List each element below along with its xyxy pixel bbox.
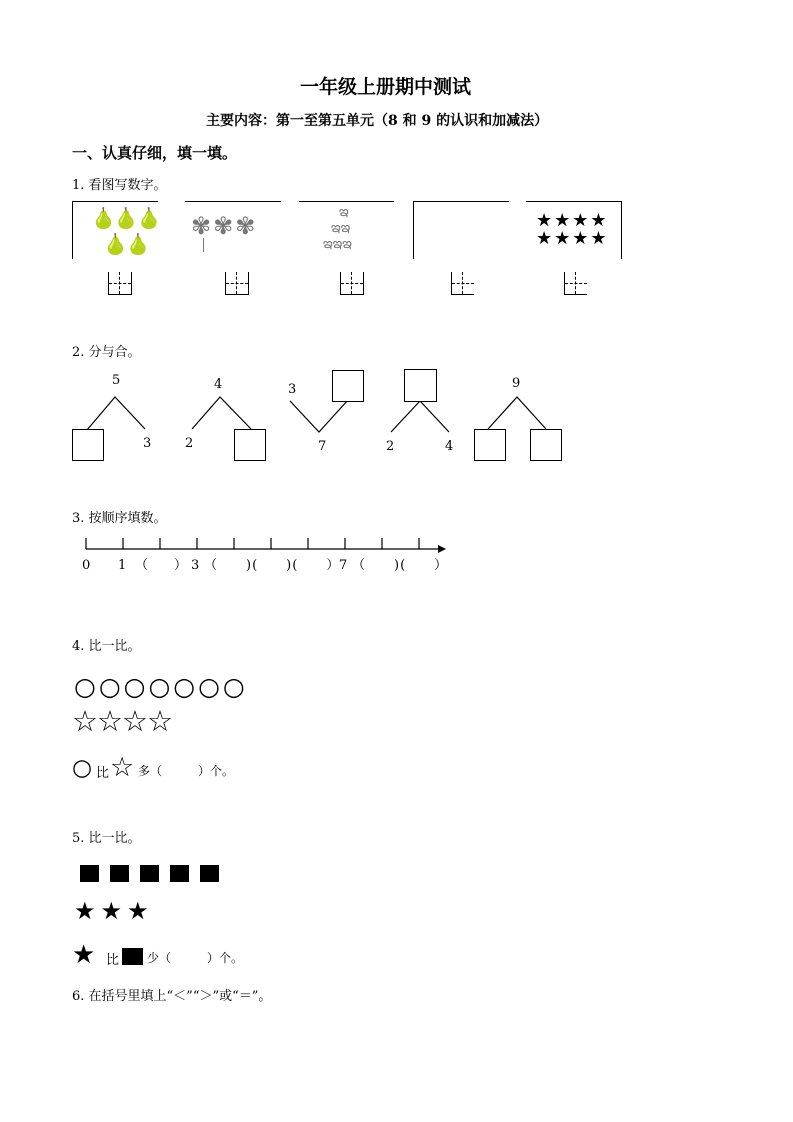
question-3-label: 3. 按顺序填数。 bbox=[72, 511, 167, 526]
rabbit-icon: ఇఇఇ bbox=[323, 236, 352, 252]
number-line-blank[interactable]: （ )( ） bbox=[352, 558, 449, 573]
number-line-label: 3 bbox=[191, 558, 200, 573]
bond-bottom-number: 7 bbox=[318, 439, 327, 454]
bond-left-number: 3 bbox=[288, 382, 297, 397]
bond-right-number: 4 bbox=[445, 439, 454, 454]
section-heading: 一、认真仔细，填一填。 bbox=[72, 144, 238, 162]
pear-icon: 🍐🍐 bbox=[103, 232, 149, 256]
outline-star-icons: ☆☆☆☆ bbox=[72, 704, 172, 738]
bond-answer-box[interactable] bbox=[72, 429, 104, 461]
compare-text: 比 bbox=[96, 766, 110, 781]
page-title: 一年级上册期中测试 bbox=[300, 76, 472, 98]
pinwheel-icon: ✾✾✾ bbox=[191, 212, 258, 240]
pear-icon: 🍐🍐🍐 bbox=[91, 206, 160, 230]
number-line-label: 0 bbox=[82, 558, 91, 573]
bond-answer-box[interactable] bbox=[474, 429, 506, 461]
bond-answer-box[interactable] bbox=[332, 370, 364, 402]
filled-star-icon: ★ bbox=[72, 940, 96, 970]
circle-icon: ○ bbox=[72, 755, 93, 781]
bond-answer-box[interactable] bbox=[234, 429, 266, 461]
bond-answer-box[interactable] bbox=[404, 369, 437, 402]
bond-top-number: 4 bbox=[214, 377, 223, 392]
bond-left-number: 2 bbox=[386, 439, 395, 454]
bond-answer-box[interactable] bbox=[530, 429, 562, 461]
star-icon: ★★★★ ★★★★ bbox=[536, 210, 609, 249]
question-1-label: 1. 看图写数字。 bbox=[72, 178, 167, 193]
question-2-label: 2. 分与合。 bbox=[72, 345, 141, 360]
bond-right-number: 3 bbox=[143, 436, 152, 451]
rabbit-icon: ఇఇ bbox=[331, 220, 351, 236]
number-line-blank[interactable]: （ )( )( ） bbox=[204, 558, 341, 573]
question-4-label: 4. 比一比。 bbox=[72, 639, 141, 654]
compare-answer-text[interactable]: 少（ ）个。 bbox=[147, 951, 244, 965]
bond-left-number: 2 bbox=[185, 436, 194, 451]
filled-star-icons: ★★★ bbox=[74, 897, 154, 925]
square-icons bbox=[80, 865, 240, 883]
circle-icons: ○○○○○○○ bbox=[74, 672, 248, 701]
compare-text: 比 bbox=[106, 953, 120, 968]
compare-answer-text[interactable]: 多（ ）个。 bbox=[138, 764, 235, 778]
number-line-label: 7 bbox=[339, 558, 348, 573]
number-line-blank[interactable]: （ ） bbox=[135, 558, 188, 573]
subtitle: 主要内容：第一至第五单元（8 和 9 的认识和加减法） bbox=[206, 113, 549, 129]
outline-star-icon: ☆ bbox=[110, 752, 135, 783]
bond-top-number: 9 bbox=[512, 376, 521, 391]
question-5-label: 5. 比一比。 bbox=[72, 831, 141, 846]
rabbit-icon: ఇ bbox=[339, 204, 349, 220]
bond-top-number: 5 bbox=[112, 373, 121, 388]
square-icon bbox=[122, 948, 143, 965]
number-line-label: 1 bbox=[118, 558, 127, 573]
question-6-label: 6. 在括号里填上“＜”“＞”或“＝”。 bbox=[72, 989, 272, 1004]
